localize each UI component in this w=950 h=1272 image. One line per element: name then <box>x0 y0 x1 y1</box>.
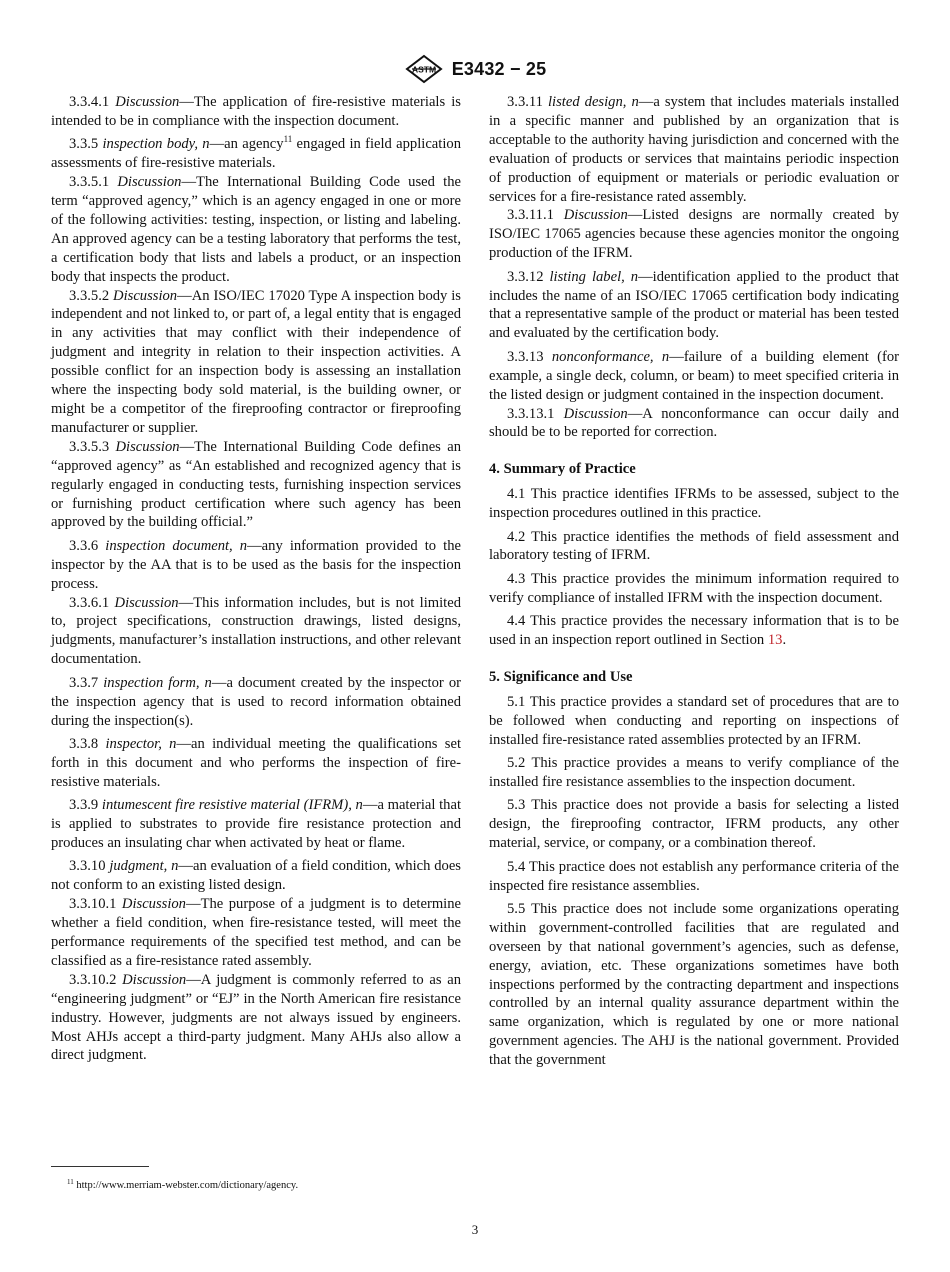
section-4-heading: 4. Summary of Practice <box>489 461 636 478</box>
clause-3-3-6: 3.3.6 inspection document, n—any information provided to the inspector by the AA that is to be used as the basis for the inspection process. <box>51 537 461 592</box>
clause-5-2: 5.2 This practice provides a means to verify compliance of the installed fire resistance assemblies to the inspection document. <box>489 755 899 790</box>
right-column <box>489 93 899 1070</box>
clause-5-5: 5.5 This practice does not include some organizations operating within government-controlled facilities that are regulated and overseen by that national government’s agencies, such as defense, energy, aviation, etc. These organizations sometimes have both inspections performed by the contracting department and inspections controlled by an internal quality assurance department within the same organization, which is regulated by one or more national government agencies. The AHJ is the national government. Provided that the government <box>489 900 899 1069</box>
footnote: $^{11}$ http://www.merriam-webster.com/dictionary/agency. <box>67 1178 299 1191</box>
clause-3-3-8: 3.3.8 inspector, n—an individual meeting the qualifications set forth in this document and who performs the inspection of fire-resistive materials. <box>51 735 461 790</box>
clause-3-3-11: 3.3.11 listed design, n—a system that includes materials installed in a specific manner and published by an organization that is acceptable to the authority having jurisdiction and concerned with the evaluation of products or services that maintains periodic inspection of production of equipment or materials or periodic evaluation or services for a fire-resistance rated assembly. <box>489 94 899 205</box>
footnote-ref: 11 <box>283 134 293 145</box>
clause-4-1: 4.1 This practice identifies IFRMs to be assessed, subject to the inspection procedures outlined in this practice. <box>489 486 899 522</box>
clause-3-3-5-3: 3.3.5.3 Discussion—The International Building Code defines an “approved agency” as “An established and recognized agency that is regularly engaged in conducting tests, furnishing inspection services or furnishing product certification where such agency has been approved by the building official.” <box>51 438 461 531</box>
astm-logo-icon <box>404 54 444 84</box>
clause-3-3-5: 3.3.5 inspection body, n—an agency$^{11}$ engaged in field application assessments of fire-resistive materials. <box>51 134 461 172</box>
svg-text:ASTM: ASTM <box>411 64 436 75</box>
clause-3-3-13: 3.3.13 nonconformance, n—failure of a building element (for example, a single deck, column, or beam) to meet specified criteria in the listed design or judgment contained in the inspection document. <box>489 348 899 403</box>
section-5-heading: 5. Significance and Use <box>489 668 633 685</box>
clause-5-3: 5.3 This practice does not provide a basis for selecting a listed design, the fireproofing contractor, IFRM products, any other material, service, or company, or a combination thereof. <box>489 797 900 852</box>
clause-3-3-10: 3.3.10 judgment, n—an evaluation of a field condition, which does not conform to an existing listed design. <box>51 858 461 894</box>
clause-3-3-6-1: 3.3.6.1 Discussion—This information includes, but is not limited to, project specifications, construction drawings, listed designs, judgments, manufacturer’s installation instructions, and other relevant documentation. <box>51 594 461 668</box>
clause-3-3-4-1: 3.3.4.1 Discussion—The application of fire-resistive materials is intended to be in compliance with the inspection document. <box>51 94 461 129</box>
footnote-url[interactable]: http://www.merriam-webster.com/dictionary/agency. <box>73 1180 299 1191</box>
clause-3-3-13-1: 3.3.13.1 Discussion—A nonconformance can occur daily and should be to be reported for correction. <box>489 405 899 441</box>
clause-5-1: 5.1 This practice provides a standard set of procedures that are to be followed when conducting and reporting on inspections of installed fire-resistance rated assemblies protected by an IFRM. <box>489 693 900 748</box>
clause-4-3: 4.3 This practice provides the minimum information required to verify compliance of installed IFRM with the inspection document. <box>489 570 899 606</box>
footnote-divider <box>51 1166 149 1167</box>
clause-3-3-5-2: 3.3.5.2 Discussion—An ISO/IEC 17020 Type A inspection body is independent and not linked to, or part of, a legal entity that is engaged in any activities that may conflict with their independence of judgment and integrity in relation to their inspection activities. A possible conflict for an inspection body is assessing an installation where the inspecting body sold material, is the building owner, or might be a competitor of the fireproofing contractor or fireproofing manufacturer or supplier. <box>51 287 461 436</box>
clause-3-3-10-1: 3.3.10.1 Discussion—The purpose of a judgment is to determine whether a field condition, when fire-resistance tested, will meet the performance requirements of the specified test method, and can be classified as a fire-resistance rated assembly. <box>51 896 461 969</box>
clause-3-3-9: 3.3.9 intumescent fire resistive material (IFRM), n—a material that is applied to substrates to provide fire resistance protection and produces an insulating char when activated by heat or flame. <box>51 797 461 851</box>
clause-5-4: 5.4 This practice does not establish any performance criteria of the inspected fire resistance assemblies. <box>489 858 899 894</box>
clause-3-3-12: 3.3.12 listing label, n—identification applied to the product that includes the name of an ISO/IEC 17065 certification body indicating that a representative sample of the product or material has been tested and evaluated by the certification body. <box>489 268 899 342</box>
page-number: 3 <box>471 1222 479 1237</box>
clause-3-3-11-1: 3.3.11.1 Discussion—Listed designs are normally created by ISO/IEC 17065 agencies because these agencies monitor the ongoing production of the IFRM. <box>489 207 899 262</box>
section-13-link[interactable]: 13 <box>767 632 783 649</box>
clause-3-3-10-2: 3.3.10.2 Discussion—A judgment is commonly referred to as an “engineering judgment” or “EJ” in the North American fire resistance industry. However, judgments are not always issued by engineers. Most AHJs accept a third-party judgment. Many AHJs also allow a direct judgment. <box>51 971 461 1064</box>
page-header <box>0 54 950 84</box>
clause-3-3-7: 3.3.7 inspection form, n—a document created by the inspector or the inspection agency that is used to record information obtained during the inspection(s). <box>51 674 461 729</box>
standard-designation: E3432 − 25 <box>451 58 547 79</box>
clause-3-3-5-1: 3.3.5.1 Discussion—The International Building Code used the term “approved agency,” which is an agency engaged in one or more of the following activities: testing, inspection, or listing and labeling. An approved agency can be a testing laboratory that performs the test, a certification body that lists and labels a product, or an inspection body that inspects the product. <box>51 174 461 285</box>
clause-4-4: 4.4 This practice provides the necessary information that is to be used in an inspection report outlined in Section 13. <box>489 613 899 649</box>
clause-4-2: 4.2 This practice identifies the methods of field assessment and laboratory testing of IFRM. <box>489 528 899 564</box>
left-column <box>51 93 461 1065</box>
